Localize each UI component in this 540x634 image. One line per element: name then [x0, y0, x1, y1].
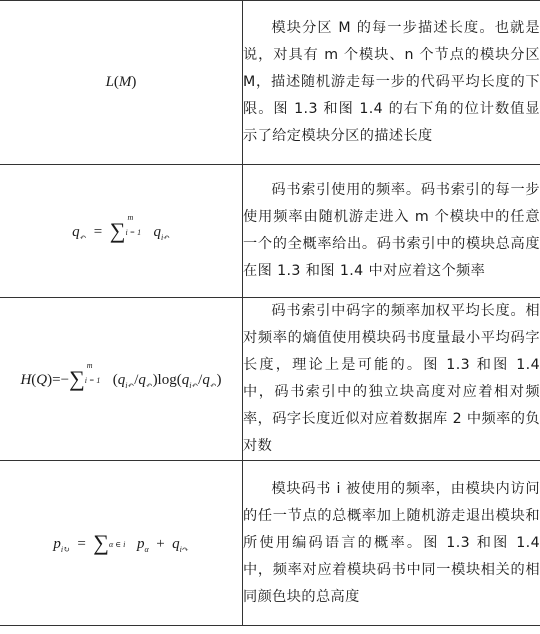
formula-p-module: $p_{i↻}$ = ∑ α ∈ i $p_\alpha + q_{i↷}$ [53, 530, 189, 555]
table-row [0, 461, 540, 626]
formula-cell [0, 298, 243, 461]
formula-cell [0, 461, 243, 626]
formula-q-exit: $q_↶$ = ∑ m i = 1 $q_{i↶}$ [72, 213, 170, 243]
description-cell: 码书索引中码字的频率加权平均长度。相对频率的熵值使用模块码书度量最小平均码字长度，理论上是可能的。图 1.3 和图 1.4 中，码书索引中的独立块高度对应着相对频率，码字长度近似对应着数据库 2 中频率的负对数 [243, 298, 540, 461]
formula-cell [0, 165, 243, 298]
description-cell: 码书索引使用的频率。码书索引的每一步使用频率由随机游走进入 m 个模块中的任意一个的全概率给出。码书索引中的模块总高度在图 1.3 和图 1.4 中对应着这个频率 [243, 165, 540, 298]
table-row [0, 1, 540, 165]
table-row [0, 165, 540, 298]
description-cell: 模块分区 M 的每一步描述长度。也就是说，对具有 m 个模块、n 个节点的模块分区 M，描述随机游走每一步的代码平均长度的下限。图 1.3 和图 1.4 的右下角的位计数值显示了给定模块分区的描述长度 [243, 1, 540, 165]
formula-l-m: L(M) [105, 74, 137, 90]
formula-entropy: H(Q)=−∑ m i = 1 $(q_{i↶}/q_↶)\log(q_{i↶}/q_↶)$ [20, 361, 222, 391]
formula-cell [0, 1, 243, 165]
table-row [0, 298, 540, 461]
description-cell: 模块码书 i 被使用的频率，由模块内访问的任一节点的总概率加上随机游走退出模块和所使用编码语言的概率。图 1.3 和图 1.4 中，频率对应着模块码书中同一模块相关的相同颜色块的总高度 [243, 461, 540, 626]
